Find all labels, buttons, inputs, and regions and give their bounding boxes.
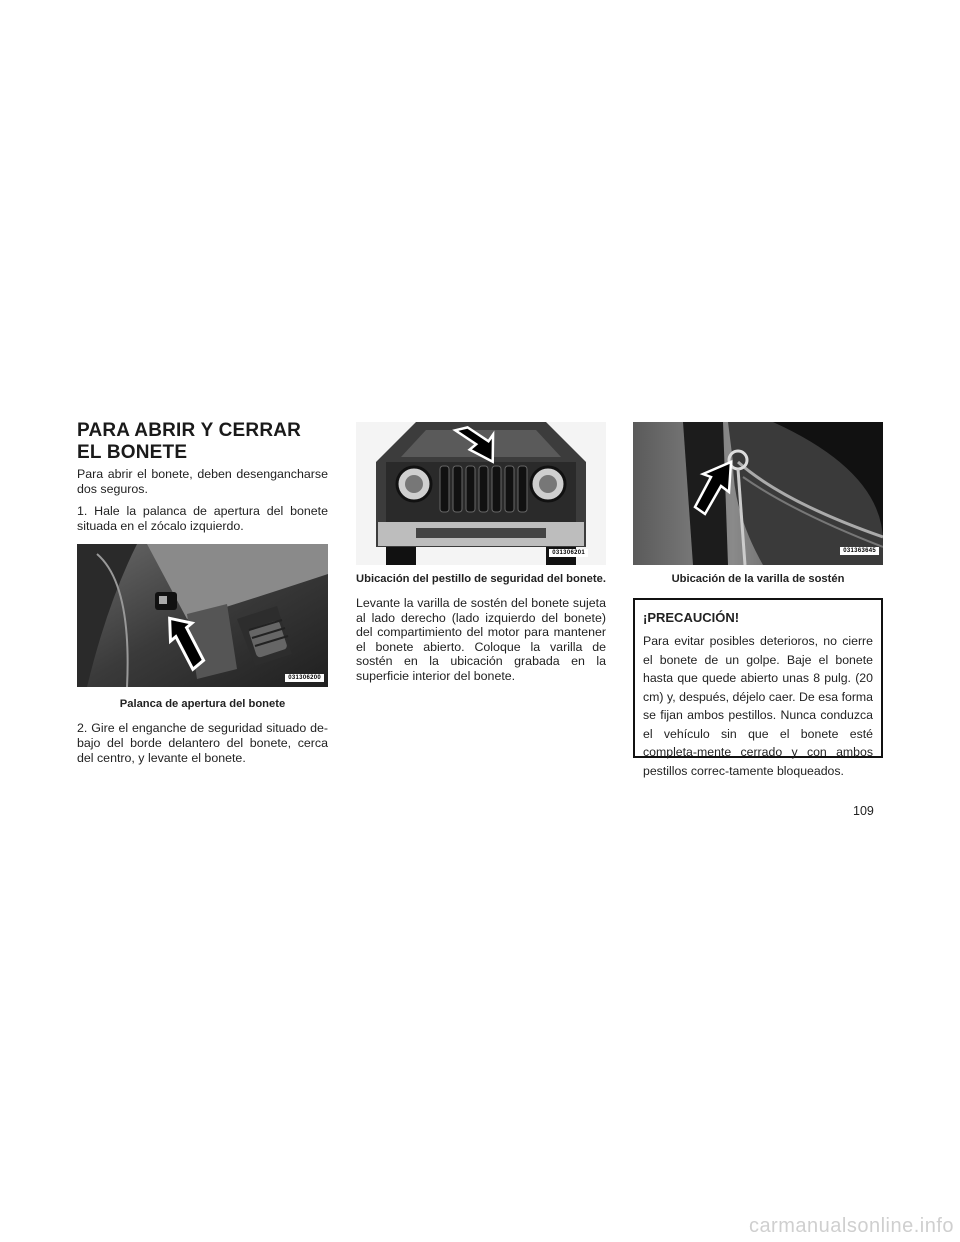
figure-hood-safety-latch (356, 422, 606, 565)
figure-code: 031363645 (840, 547, 879, 555)
figure-prop-rod (633, 422, 883, 565)
intro-text: Para abrir el bonete, deben desengancharse dos seguros. (77, 467, 328, 496)
lever-illustration (77, 544, 328, 687)
watermark: carmanualsonline.info (748, 1215, 954, 1237)
column-middle (356, 422, 606, 684)
figure-caption-latch: Ubicación del pestillo de seguridad del bonete. (356, 573, 606, 585)
step-2-text: 2. Gire el enganche de seguridad situado de-bajo del borde delantero del bonete, cerca del centro, y levante el bonete. (77, 721, 328, 765)
figure-caption-rod: Ubicación de la varilla de sostén (671, 573, 845, 585)
step-3-text: Levante la varilla de sostén del bonete sujeta al lado derecho (lado izquierdo del bonete) del compartimiento del motor para mantener el bonete abierto. Coloque la varilla de sostén en la ubicación grabada en la superficie interior del bonete. (356, 596, 606, 683)
section-title: PARA ABRIR Y CERRAR EL BONETE (77, 420, 302, 463)
figure-code: 031306201 (549, 549, 588, 557)
figure-code: 031306200 (285, 674, 324, 682)
figure-caption-lever: Palanca de apertura del bonete (119, 698, 286, 711)
column-left (77, 420, 328, 765)
figure-hood-release-lever (77, 544, 328, 687)
caution-box (633, 598, 883, 778)
prop-rod-illustration (633, 422, 883, 565)
column-right (633, 422, 883, 778)
caution-text: Para evitar posibles deterioros, no cierre el bonete de un golpe. Baje el bonete hasta que quede abierto unas 8 pulg. (20 cm) y, después, déjelo caer. De esa forma se fijan ambos pestillos. Nunca conduzca el vehículo sin que el bonete esté completa-mente cerrado y con ambos pestillos correc-tamente bloqueados. (643, 634, 873, 778)
caution-title: ¡PRECAUCIÓN! (643, 610, 740, 625)
page-number: 109 (853, 804, 874, 818)
jeep-front-illustration (356, 422, 606, 565)
step-1-text: 1. Hale la palanca de apertura del bonete situada en el zócalo izquierdo. (77, 504, 328, 533)
